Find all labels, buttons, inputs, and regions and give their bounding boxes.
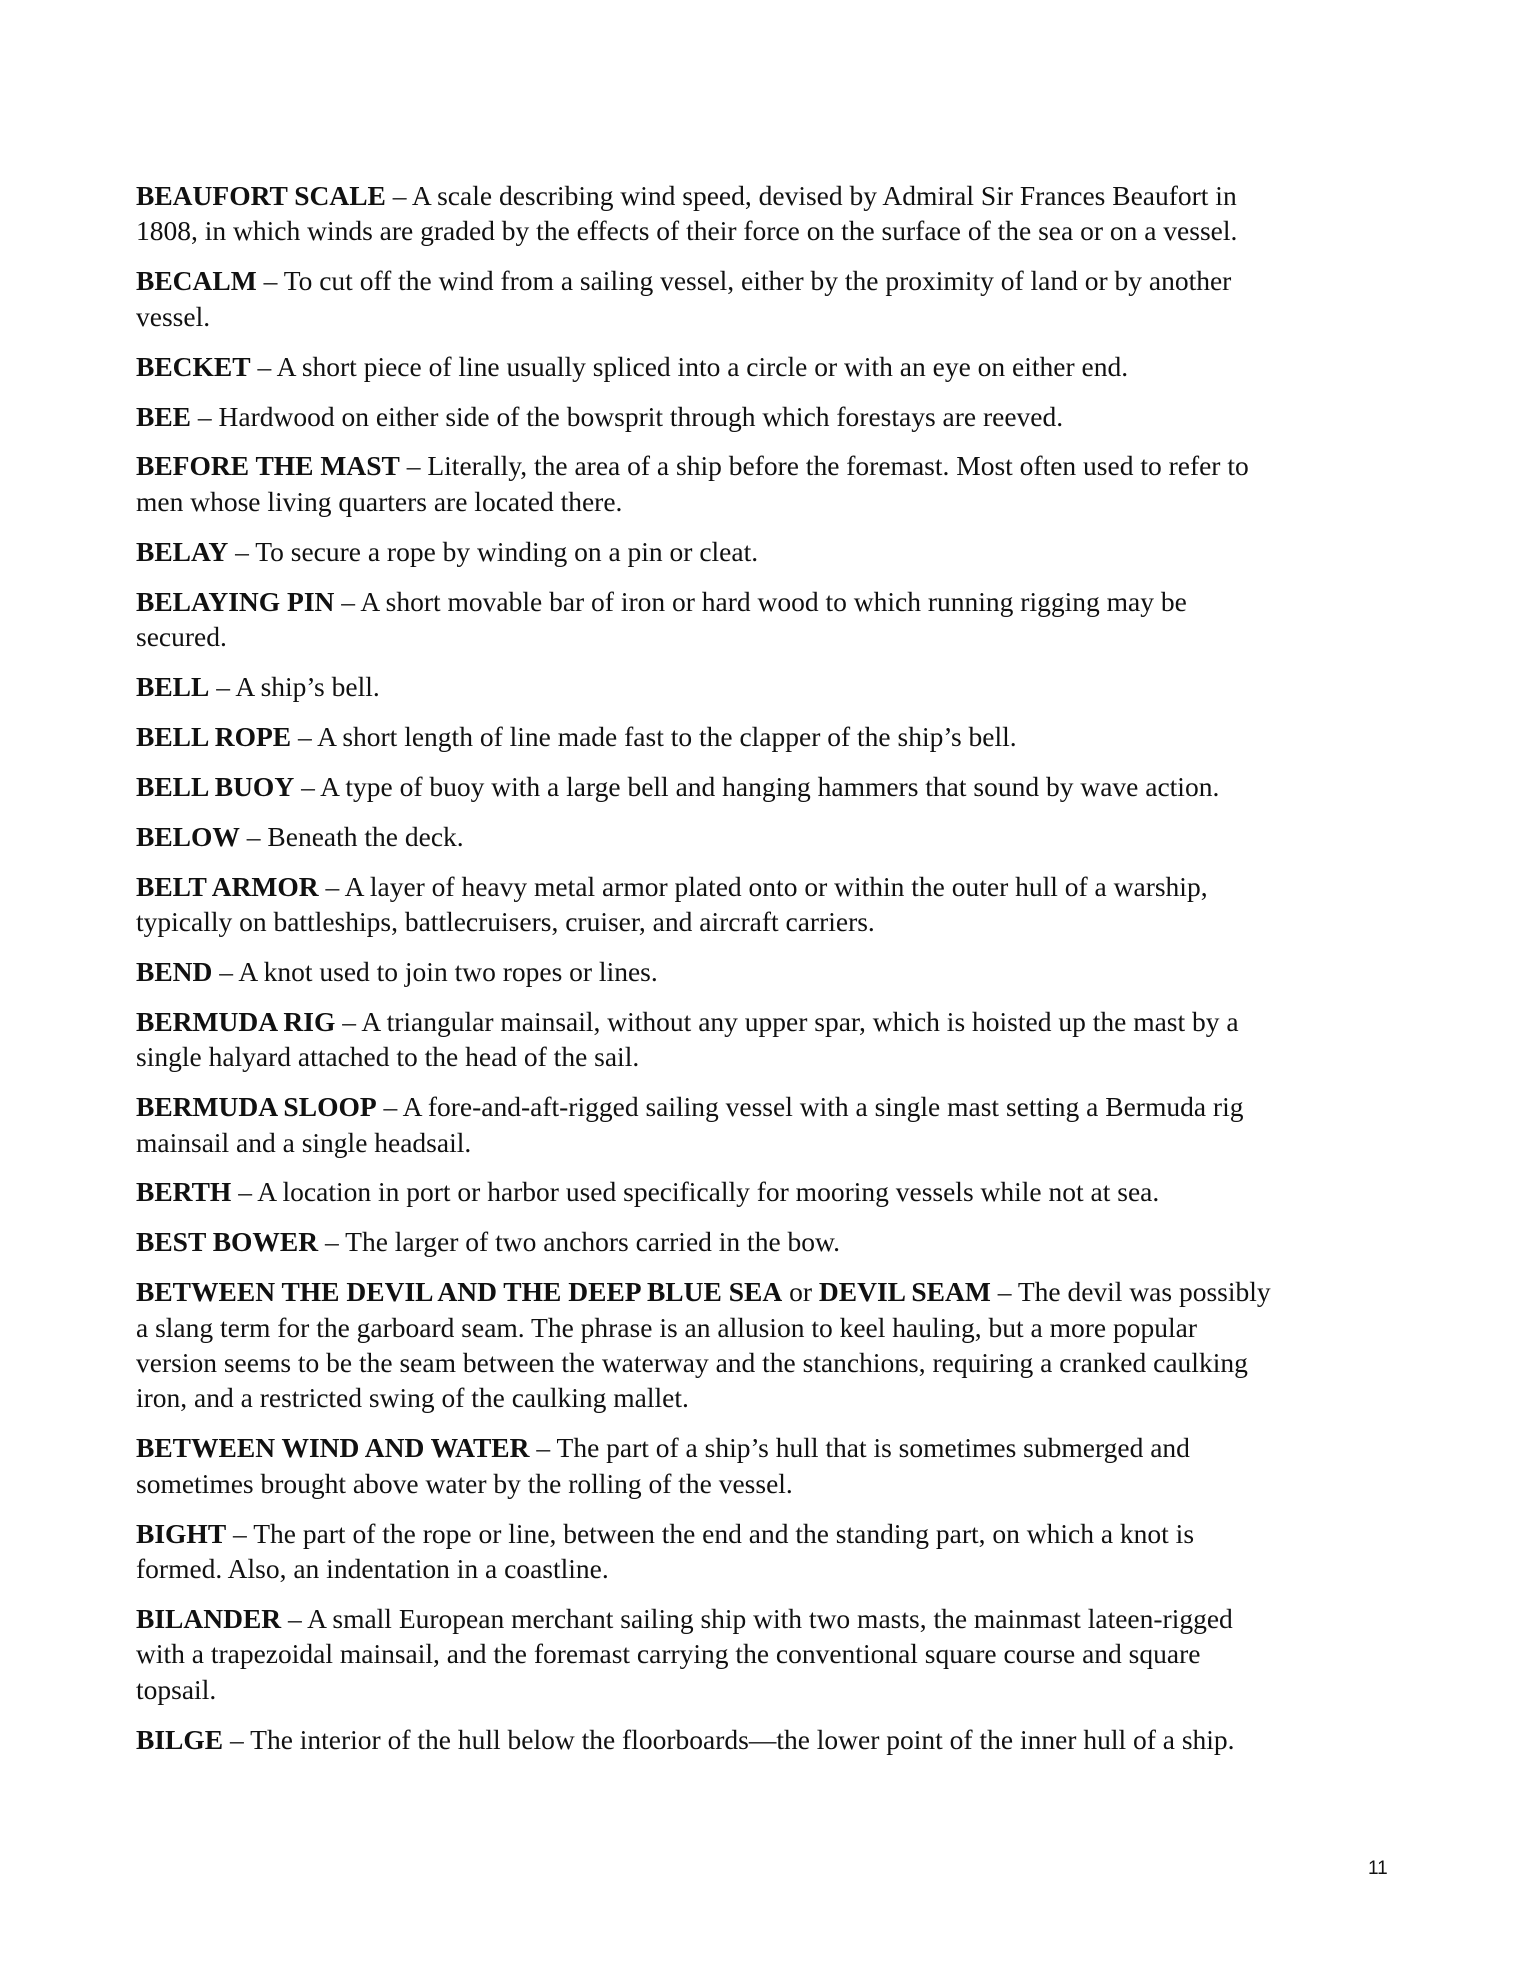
entry-line: [136, 1380, 1396, 1415]
definition-dash: –: [318, 1226, 346, 1258]
glossary-entry: [136, 1004, 1396, 1075]
entry-line: [136, 1174, 1396, 1209]
entry-line: [136, 448, 1396, 483]
definition-text: The larger of two anchors carried in the bow.: [345, 1226, 840, 1258]
entry-line: [136, 1516, 1396, 1551]
entry-line: [136, 1551, 1396, 1586]
definition-dash: –: [318, 870, 345, 902]
definition-dash: –: [334, 585, 361, 617]
entry-line: [136, 1345, 1396, 1380]
definition-dash: –: [239, 820, 268, 852]
definition-text: secured.: [136, 621, 227, 653]
glossary-list: [136, 178, 1396, 1772]
term-connector: or: [782, 1276, 819, 1308]
glossary-entry: [136, 769, 1396, 804]
entry-line: [136, 484, 1396, 519]
entry-line: [136, 1430, 1396, 1465]
entry-line: [136, 619, 1396, 654]
definition-dash: –: [223, 1723, 251, 1755]
entry-line: [136, 1089, 1396, 1124]
definition-dash: –: [191, 400, 219, 432]
definition-text: The part of the rope or line, between the end and the standing part, on which a knot is: [253, 1517, 1195, 1549]
definition-dash: –: [990, 1276, 1018, 1308]
glossary-term: BILGE: [136, 1723, 224, 1755]
glossary-entry: [136, 719, 1396, 754]
definition-text: A scale describing wind speed, devised by Admiral Sir Frances Beaufort in: [411, 180, 1237, 211]
glossary-entry: [136, 584, 1396, 655]
definition-dash: –: [291, 720, 318, 752]
entry-line: [136, 769, 1396, 804]
glossary-term: BIGHT: [136, 1517, 227, 1549]
glossary-term: BEND: [136, 955, 213, 987]
glossary-term: BELL BUOY: [136, 770, 295, 802]
glossary-term: BERMUDA SLOOP: [136, 1091, 377, 1123]
definition-dash: –: [294, 770, 321, 802]
definition-dash: –: [231, 1176, 258, 1208]
entry-line: [136, 1039, 1396, 1074]
definition-text: typically on battleships, battlecruisers, cruiser, and aircraft carriers.: [136, 906, 875, 937]
definition-text: vessel.: [136, 300, 211, 332]
entry-line: [136, 299, 1396, 334]
glossary-term: BEST BOWER: [136, 1226, 319, 1258]
entry-line: [136, 178, 1396, 213]
definition-dash: –: [209, 670, 236, 702]
definition-text: formed. Also, an indentation in a coastline.: [136, 1553, 609, 1585]
entry-line: [136, 1722, 1396, 1757]
definition-text: A fore-and-aft-rigged sailing vessel with a single mast setting a Bermuda rig: [402, 1091, 1244, 1123]
entry-line: [136, 904, 1396, 939]
glossary-entry: [136, 349, 1396, 384]
glossary-term: BILANDER: [136, 1603, 282, 1634]
definition-dash: –: [226, 1517, 254, 1549]
definition-text: A short movable bar of iron or hard wood to which running rigging may be: [360, 585, 1187, 617]
definition-text: topsail.: [136, 1673, 217, 1705]
glossary-entry: [136, 1174, 1396, 1209]
glossary-entry: [136, 178, 1396, 249]
page-number: 11: [1368, 1858, 1388, 1879]
definition-text: Literally, the area of a ship before the foremast. Most often used to refer to: [427, 450, 1249, 482]
definition-dash: –: [281, 1603, 308, 1634]
definition-text: To secure a rope by winding on a pin or cleat.: [255, 535, 759, 567]
definition-text: A type of buoy with a large bell and hanging hammers that sound by wave action.: [320, 770, 1220, 802]
glossary-term: BELT ARMOR: [136, 870, 319, 902]
glossary-entry: [136, 1274, 1396, 1416]
entry-line: [136, 1125, 1396, 1160]
definition-dash: –: [385, 180, 412, 211]
definition-text: sometimes brought above water by the rolling of the vessel.: [136, 1467, 793, 1499]
entry-line: [136, 1672, 1396, 1707]
definition-dash: –: [228, 535, 256, 567]
glossary-term: BELAY: [136, 535, 229, 567]
glossary-entry: [136, 1722, 1396, 1757]
definition-text: a slang term for the garboard seam. The phrase is an allusion to keel hauling, but a more popular: [136, 1311, 1197, 1343]
definition-text: A short length of line made fast to the clapper of the ship’s bell.: [317, 720, 1017, 752]
glossary-term: BETWEEN WIND AND WATER: [136, 1432, 530, 1464]
glossary-entry: [136, 819, 1396, 854]
glossary-entry: [136, 534, 1396, 569]
glossary-entry: [136, 263, 1396, 334]
definition-text: A location in port or harbor used specifically for mooring vessels while not at sea.: [257, 1176, 1160, 1208]
entry-line: [136, 1601, 1396, 1636]
definition-text: The interior of the hull below the floorboards—the lower point of the inner hull of a ship.: [250, 1723, 1235, 1755]
glossary-entry: [136, 669, 1396, 704]
glossary-entry: [136, 1089, 1396, 1160]
entry-line: [136, 213, 1396, 248]
glossary-entry: [136, 1516, 1396, 1587]
glossary-entry: [136, 1430, 1396, 1501]
definition-text: 1808, in which winds are graded by the effects of their force on the surface of the sea or on a vessel.: [136, 215, 1238, 247]
definition-dash: –: [529, 1432, 557, 1464]
entry-line: [136, 819, 1396, 854]
definition-text: The part of a ship’s hull that is sometimes submerged and: [556, 1432, 1190, 1464]
entry-line: [136, 1004, 1396, 1039]
entry-line: [136, 263, 1396, 298]
glossary-alt-term: DEVIL SEAM: [818, 1276, 991, 1308]
glossary-term: BEFORE THE MAST: [136, 450, 400, 482]
glossary-term: BETWEEN THE DEVIL AND THE DEEP BLUE SEA: [136, 1276, 783, 1308]
definition-dash: –: [250, 350, 277, 382]
definition-text: A short piece of line usually spliced into a circle or with an eye on either end.: [276, 350, 1129, 382]
definition-text: To cut off the wind from a sailing vessel, either by the proximity of land or by another: [283, 265, 1232, 297]
entry-line: [136, 1310, 1396, 1345]
definition-dash: –: [256, 265, 284, 297]
glossary-entry: [136, 399, 1396, 434]
definition-text: mainsail and a single headsail.: [136, 1126, 472, 1158]
definition-text: with a trapezoidal mainsail, and the foremast carrying the conventional square course and square: [136, 1638, 1201, 1670]
glossary-term: BEAUFORT SCALE: [136, 180, 386, 211]
glossary-term: BELL: [136, 670, 210, 702]
definition-text: single halyard attached to the head of the sail.: [136, 1041, 640, 1073]
entry-line: [136, 584, 1396, 619]
entry-line: [136, 954, 1396, 989]
entry-line: [136, 1274, 1396, 1309]
definition-text: Hardwood on either side of the bowsprit through which forestays are reeved.: [218, 400, 1064, 432]
definition-dash: –: [335, 1005, 362, 1037]
definition-text: A layer of heavy metal armor plated onto or within the outer hull of a warship,: [344, 870, 1208, 902]
glossary-entry: [136, 1601, 1396, 1707]
entry-line: [136, 399, 1396, 434]
glossary-term: BERMUDA RIG: [136, 1005, 336, 1037]
glossary-entry: [136, 1224, 1396, 1259]
glossary-term: BEE: [136, 400, 192, 432]
definition-text: The devil was possibly: [1017, 1276, 1271, 1308]
definition-text: A triangular mainsail, without any upper spar, which is hoisted up the mast by a: [361, 1005, 1239, 1037]
definition-text: men whose living quarters are located there.: [136, 485, 623, 517]
glossary-term: BECALM: [136, 265, 257, 297]
entry-line: [136, 719, 1396, 754]
glossary-entry: [136, 869, 1396, 940]
entry-line: [136, 534, 1396, 569]
glossary-entry: [136, 448, 1396, 519]
glossary-term: BELAYING PIN: [136, 585, 335, 617]
glossary-term: BECKET: [136, 350, 251, 382]
definition-text: iron, and a restricted swing of the caulking mallet.: [136, 1382, 689, 1414]
entry-line: [136, 869, 1396, 904]
definition-dash: –: [376, 1091, 403, 1123]
definition-text: A knot used to join two ropes or lines.: [238, 955, 658, 987]
glossary-term: BELL ROPE: [136, 720, 292, 752]
definition-text: A ship’s bell.: [235, 670, 380, 702]
entry-line: [136, 669, 1396, 704]
entry-line: [136, 1466, 1396, 1501]
glossary-entry: [136, 954, 1396, 989]
entry-line: [136, 1224, 1396, 1259]
entry-line: [136, 1636, 1396, 1671]
glossary-term: BELOW: [136, 820, 240, 852]
glossary-term: BERTH: [136, 1176, 232, 1208]
definition-text: version seems to be the seam between the waterway and the stanchions, requiring a cranked caulking: [136, 1347, 1248, 1379]
definition-text: Beneath the deck.: [267, 820, 464, 852]
definition-dash: –: [212, 955, 239, 987]
definition-text: A small European merchant sailing ship with two masts, the mainmast lateen-rigged: [307, 1603, 1233, 1634]
definition-dash: –: [399, 450, 428, 482]
entry-line: [136, 349, 1396, 384]
